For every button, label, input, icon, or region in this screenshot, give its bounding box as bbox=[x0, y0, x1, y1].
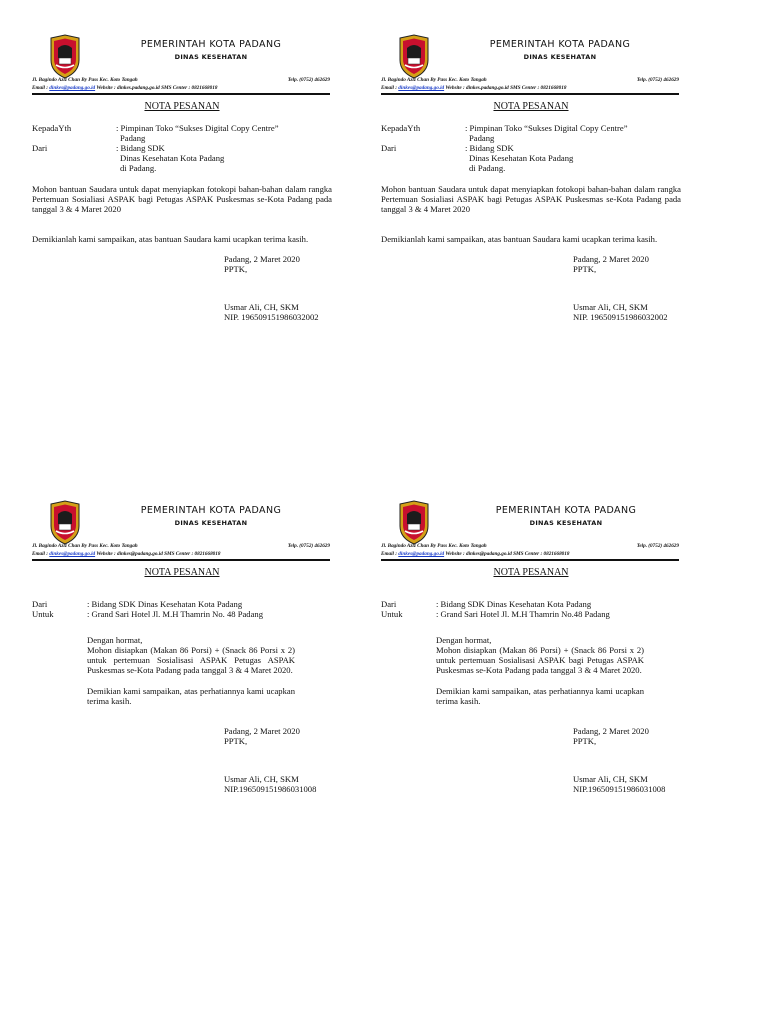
website: Website : dinkes@padang.go.id bbox=[445, 551, 512, 557]
padang-coat-of-arms-icon bbox=[398, 34, 430, 80]
padang-coat-of-arms-icon bbox=[49, 34, 81, 80]
field-row bbox=[381, 143, 681, 173]
address-line bbox=[32, 543, 332, 551]
phone: Telp. (0752) 462629 bbox=[636, 77, 679, 83]
field-line: Padang bbox=[120, 133, 146, 143]
signer-position: PPTK, bbox=[224, 264, 248, 274]
signer-nip: NIP.196509151986031008 bbox=[573, 784, 666, 794]
department-name: DINAS KESEHATAN bbox=[529, 519, 603, 527]
field-row bbox=[381, 609, 681, 619]
request-text: Mohon disiapkan (Makan 86 Porsi) + (Snack 86 Porsi x 2) untuk pertemuan Sosialisasi ASPAK bagi Petugas ASPAK Puskesmas se-Kota Padang pada tanggal 3 & 4 Maret 2020. bbox=[436, 645, 644, 675]
closing-text: Demikianlah kami sampaikan, atas bantuan Saudara kami ucapkan terima kasih. bbox=[381, 234, 658, 244]
sms-center: SMS Center : 0821668018 bbox=[161, 85, 218, 91]
website: Website : dinkes.padang.go.id bbox=[96, 85, 160, 91]
field-label: Dari bbox=[381, 599, 397, 609]
sms-center: SMS Center : 0821668018 bbox=[513, 551, 570, 557]
government-name: PEMERINTAH KOTA PADANG bbox=[489, 39, 631, 50]
government-name: PEMERINTAH KOTA PADANG bbox=[140, 505, 282, 516]
signer-name: Usmar Ali, CH, SKM bbox=[224, 302, 299, 312]
government-name: PEMERINTAH KOTA PADANG bbox=[495, 505, 637, 516]
address-fields bbox=[32, 123, 332, 173]
greeting: Dengan hormat, bbox=[87, 635, 143, 645]
letter-body bbox=[436, 635, 644, 675]
phone: Telp. (0752) 462629 bbox=[287, 77, 330, 83]
document-title: NOTA PESANAN bbox=[144, 567, 220, 578]
contact-line bbox=[32, 551, 332, 558]
email-link[interactable]: dinkes@padang.go.id bbox=[49, 551, 96, 557]
email-label: Email : bbox=[381, 85, 397, 91]
field-value bbox=[465, 143, 681, 173]
signer-name: Usmar Ali, CH, SKM bbox=[573, 302, 648, 312]
signature-block bbox=[224, 254, 332, 322]
divider bbox=[381, 559, 679, 561]
signer-name: Usmar Ali, CH, SKM bbox=[224, 774, 299, 784]
address: Jl. Bagindo Aziz Chan By Pass Kec. Koto Tangah bbox=[381, 77, 487, 83]
address-line bbox=[32, 77, 332, 85]
field-line: : Pimpinan Toko “Sukses Digital Copy Centre” bbox=[116, 123, 279, 133]
padang-coat-of-arms-icon bbox=[49, 500, 81, 546]
field-value bbox=[116, 123, 332, 143]
letter-body: Mohon bantuan Saudara untuk dapat menyiapkan fotokopi bahan-bahan dalam rangka Pertemuan Sosialiasi ASPAK bagi Petugas ASPAK Puskesmas se-Kota Padang pada tanggal 3 & 4 Maret 2020 bbox=[32, 184, 332, 214]
field-row bbox=[32, 143, 332, 173]
email-label: Email : bbox=[32, 551, 48, 557]
field-label: Dari bbox=[381, 143, 397, 153]
divider bbox=[32, 559, 330, 561]
letter-body bbox=[87, 635, 295, 675]
field-label: Dari bbox=[32, 599, 48, 609]
field-line: Dinas Kesehatan Kota Padang bbox=[120, 153, 225, 163]
government-name: PEMERINTAH KOTA PADANG bbox=[140, 39, 282, 50]
signer-nip: NIP. 196509151986032002 bbox=[224, 312, 319, 322]
field-line: : Pimpinan Toko “Sukses Digital Copy Centre” bbox=[465, 123, 628, 133]
field-line: di Padang. bbox=[469, 163, 506, 173]
field-row bbox=[381, 599, 681, 609]
letter-2 bbox=[381, 32, 681, 322]
field-value: : Bidang SDK Dinas Kesehatan Kota Padang bbox=[87, 599, 243, 609]
address-fields bbox=[32, 599, 332, 619]
address-fields bbox=[381, 599, 681, 619]
divider bbox=[381, 93, 679, 95]
place-date: Padang, 2 Maret 2020 bbox=[224, 254, 300, 264]
field-label: Untuk bbox=[381, 609, 403, 619]
place-date: Padang, 2 Maret 2020 bbox=[573, 254, 649, 264]
sms-center: SMS Center : 0821668018 bbox=[510, 85, 567, 91]
signature-block bbox=[224, 726, 332, 794]
letter-1 bbox=[32, 32, 332, 322]
phone: Telp. (0752) 462629 bbox=[287, 543, 330, 549]
address-line bbox=[381, 77, 681, 85]
email-link[interactable]: dinkes@padang.go.id bbox=[398, 85, 445, 91]
email-link[interactable]: dinkes@padang.go.id bbox=[398, 551, 445, 557]
phone: Telp. (0752) 462629 bbox=[636, 543, 679, 549]
field-value bbox=[465, 123, 681, 143]
field-line: Dinas Kesehatan Kota Padang bbox=[469, 153, 574, 163]
field-label: KepadaYth bbox=[381, 123, 421, 133]
letter-3 bbox=[32, 498, 332, 794]
closing-text: Demikian kami sampaikan, atas perhatiannya kami ucapkan terima kasih. bbox=[436, 686, 644, 706]
padang-coat-of-arms-icon bbox=[398, 500, 430, 546]
signer-nip: NIP.196509151986031008 bbox=[224, 784, 317, 794]
department-name: DINAS KESEHATAN bbox=[523, 53, 597, 61]
contact-line bbox=[32, 85, 332, 92]
document-title: NOTA PESANAN bbox=[144, 101, 220, 112]
signer-position: PPTK, bbox=[573, 264, 597, 274]
field-label: Untuk bbox=[32, 609, 54, 619]
department-name: DINAS KESEHATAN bbox=[174, 53, 248, 61]
field-label: Dari bbox=[32, 143, 48, 153]
letter-body: Mohon bantuan Saudara untuk dapat menyiapkan fotokopi bahan-bahan dalam rangka Pertemuan Sosialiasi ASPAK bagi Petugas ASPAK Puskesmas se-Kota Padang pada tanggal 3 & 4 Maret 2020 bbox=[381, 184, 681, 214]
email-label: Email : bbox=[32, 85, 48, 91]
field-line: di Padang. bbox=[120, 163, 157, 173]
field-value: : Grand Sari Hotel Jl. M.H Thamrin No.48 Padang bbox=[436, 609, 610, 619]
place-date: Padang, 2 Maret 2020 bbox=[224, 726, 300, 736]
field-label: KepadaYth bbox=[32, 123, 72, 133]
letterhead bbox=[32, 498, 332, 544]
request-text: Mohon disiapkan (Makan 86 Porsi) + (Snack 86 Porsi x 2) untuk pertemuan Sosialisasi ASPAK Petugas ASPAK Puskesmas se-Kota Padang pada tanggal 3 & 4 Maret 2020. bbox=[87, 645, 295, 675]
field-value: : Grand Sari Hotel Jl. M.H Thamrin No. 48 Padang bbox=[87, 609, 263, 619]
signer-position: PPTK, bbox=[573, 736, 597, 746]
email-label: Email : bbox=[381, 551, 397, 557]
sms-center: SMS Center : 0821668018 bbox=[164, 551, 221, 557]
place-date: Padang, 2 Maret 2020 bbox=[573, 726, 649, 736]
address: Jl. Bagindo Aziz Chan By Pass Kec. Koto Tangah bbox=[32, 543, 138, 549]
address: Jl. Bagindo Aziz Chan By Pass Kec. Koto Tangah bbox=[32, 77, 138, 83]
field-row bbox=[32, 599, 332, 609]
field-value bbox=[116, 143, 332, 173]
department-name: DINAS KESEHATAN bbox=[174, 519, 248, 527]
signature-block bbox=[573, 254, 681, 322]
divider bbox=[32, 93, 330, 95]
letterhead bbox=[32, 32, 332, 78]
signature-block bbox=[573, 726, 681, 794]
email-link[interactable]: dinkes@padang.go.id bbox=[49, 85, 96, 91]
website: Website : dinkes@padang.go.id bbox=[96, 551, 163, 557]
field-line: : Bidang SDK bbox=[116, 143, 165, 153]
letterhead bbox=[381, 32, 681, 78]
greeting: Dengan hormat, bbox=[436, 635, 492, 645]
field-row bbox=[381, 123, 681, 143]
field-value: : Bidang SDK Dinas Kesehatan Kota Padang bbox=[436, 599, 592, 609]
website: Website : dinkes.padang.go.id bbox=[445, 85, 509, 91]
letterhead bbox=[381, 498, 681, 544]
document-title: NOTA PESANAN bbox=[493, 567, 569, 578]
contact-line bbox=[381, 85, 681, 92]
contact-line bbox=[381, 551, 681, 558]
field-line: : Bidang SDK bbox=[465, 143, 514, 153]
closing-text: Demikianlah kami sampaikan, atas bantuan Saudara kami ucapkan terima kasih. bbox=[32, 234, 309, 244]
field-line: Padang bbox=[469, 133, 495, 143]
field-row bbox=[32, 609, 332, 619]
closing-text: Demikian kami sampaikan, atas perhatiannya kami ucapkan terima kasih. bbox=[87, 686, 295, 706]
signer-position: PPTK, bbox=[224, 736, 248, 746]
address: Jl. Bagindo Aziz Chan By Pass Kec. Koto Tangah bbox=[381, 543, 487, 549]
signer-name: Usmar Ali, CH, SKM bbox=[573, 774, 648, 784]
field-row bbox=[32, 123, 332, 143]
address-fields bbox=[381, 123, 681, 173]
signer-nip: NIP. 196509151986032002 bbox=[573, 312, 668, 322]
document-title: NOTA PESANAN bbox=[493, 101, 569, 112]
letter-4 bbox=[381, 498, 681, 794]
address-line bbox=[381, 543, 681, 551]
